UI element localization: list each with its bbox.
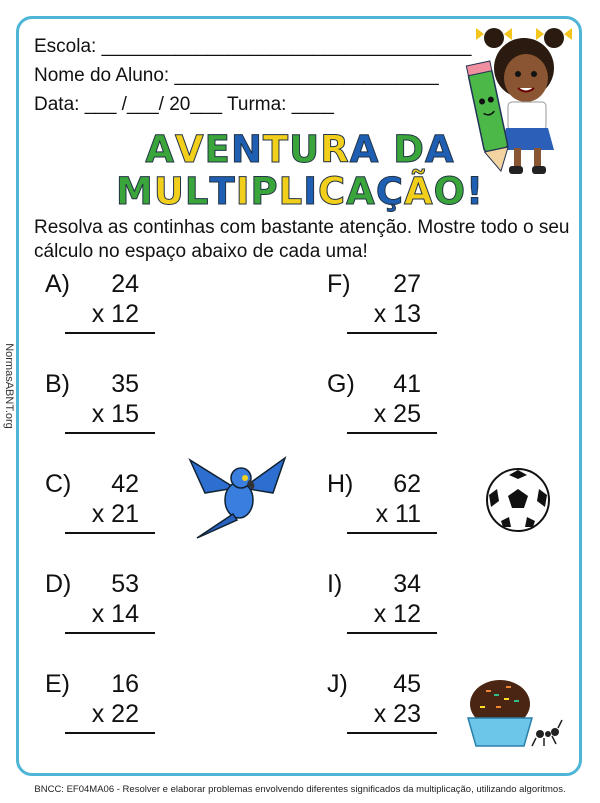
problem-label: C): [45, 470, 72, 498]
problem-i: [327, 570, 437, 640]
soccer-ball-illustration: [485, 467, 551, 533]
problem-label: J): [327, 670, 348, 698]
multiplicand: 24: [111, 270, 139, 298]
problem-b: [45, 370, 155, 440]
title-line-2: MULTIPLICAÇÃO!: [116, 170, 484, 213]
multiplier: x 11: [375, 500, 421, 528]
multiplier: x 12: [373, 600, 421, 628]
multiplier: x 14: [91, 600, 139, 628]
multiplicand: 27: [393, 270, 421, 298]
multiplier: x 21: [91, 500, 139, 528]
problem-label: D): [45, 570, 72, 598]
multiplier: x 13: [373, 300, 421, 328]
problem-d: [45, 570, 155, 640]
answer-line: [347, 432, 437, 434]
answer-line: [347, 332, 437, 334]
instructions: Resolva as continhas com bastante atenção. Mostre todo o seu cálculo no espaço abaixo de cada uma!: [34, 217, 570, 262]
multiplier: x 25: [373, 400, 421, 428]
multiplicand: 41: [393, 370, 421, 398]
multiplicand: 45: [393, 670, 421, 698]
problem-label: I): [327, 570, 343, 598]
problem-e: [45, 670, 155, 740]
answer-line: [347, 532, 437, 534]
problem-a: [45, 270, 155, 340]
problem-c: [45, 470, 155, 540]
multiplicand: 62: [393, 470, 421, 498]
multiplicand: 35: [111, 370, 139, 398]
brigadeiro-cupcake-with-ant-illustration: [466, 676, 566, 748]
multiplier: x 15: [91, 400, 139, 428]
problem-label: E): [45, 670, 70, 698]
girl-with-pencil-illustration: [462, 20, 577, 180]
problem-j: [327, 670, 437, 740]
problem-label: H): [327, 470, 354, 498]
problem-g: [327, 370, 437, 440]
multiplicand: 16: [111, 670, 139, 698]
multiplicand: 42: [111, 470, 139, 498]
answer-line: [65, 732, 155, 734]
school-field[interactable]: Escola: ___________________________________: [34, 36, 472, 57]
problem-label: A): [45, 270, 70, 298]
problem-label: F): [327, 270, 351, 298]
answer-line: [65, 332, 155, 334]
answer-line: [347, 632, 437, 634]
problem-label: B): [45, 370, 70, 398]
bncc-footer: BNCC: EF04MA06 - Resolver e elaborar problemas envolvendo diferentes significados da multiplicação, utilizando algoritmos.: [34, 784, 566, 795]
multiplier: x 22: [91, 700, 139, 728]
watermark-side-text: NormasABNT.org: [3, 343, 15, 429]
multiplier: x 12: [91, 300, 139, 328]
blue-macaw-illustration: [185, 448, 290, 543]
problem-f: [327, 270, 437, 340]
answer-line: [65, 532, 155, 534]
answer-line: [347, 732, 437, 734]
answer-line: [65, 432, 155, 434]
multiplicand: 53: [111, 570, 139, 598]
problem-label: G): [327, 370, 355, 398]
multiplicand: 34: [393, 570, 421, 598]
student-name-field[interactable]: Nome do Aluno: _________________________: [34, 65, 439, 86]
date-class-field[interactable]: Data: ___ /___/ 20___ Turma: ____: [34, 94, 334, 115]
problem-h: [327, 470, 437, 540]
multiplier: x 23: [373, 700, 421, 728]
title-line-1: AVENTURA DA: [145, 128, 455, 171]
answer-line: [65, 632, 155, 634]
